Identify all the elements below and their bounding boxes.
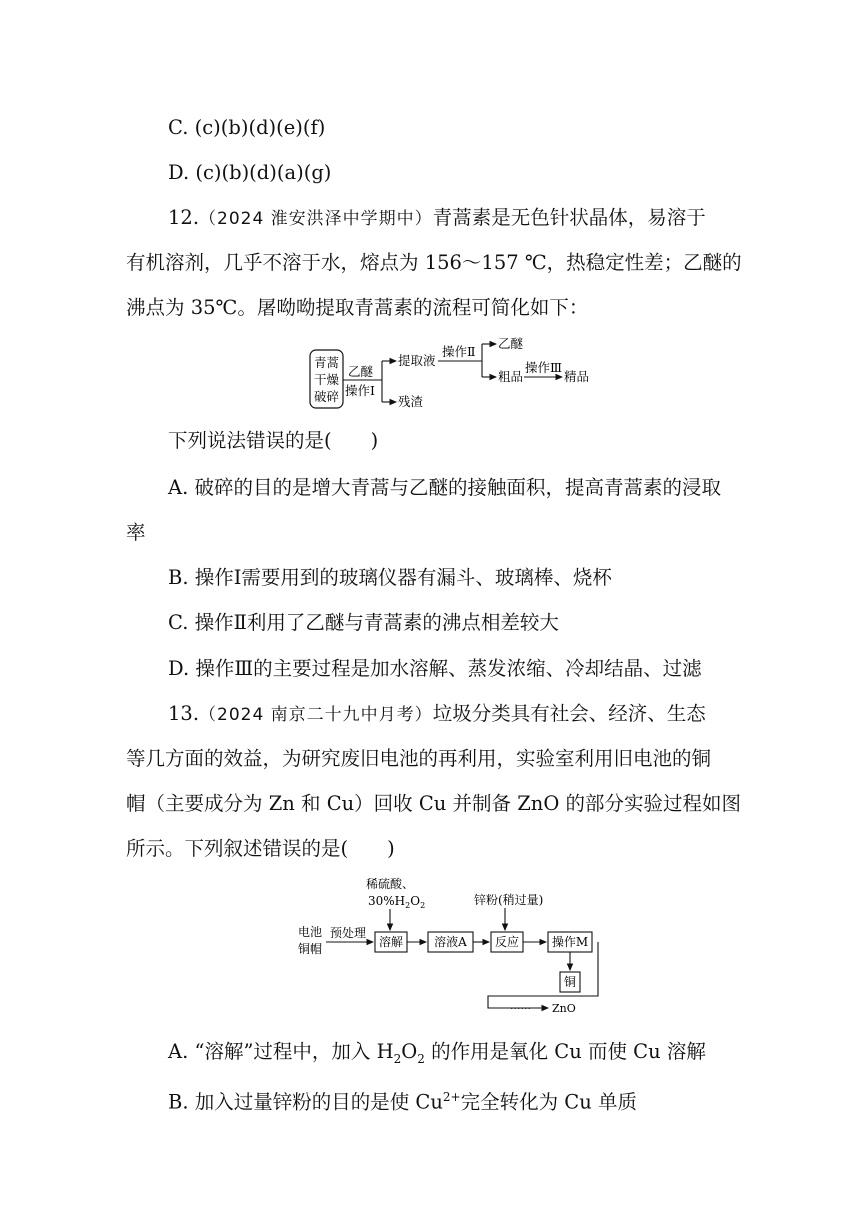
recycling-flow-diagram xyxy=(290,872,610,1020)
q12-line1 xyxy=(168,204,706,233)
source-line1: 电池 xyxy=(298,925,323,939)
pretreat-label: 预处理 xyxy=(330,926,367,940)
q13-line1 xyxy=(168,700,706,729)
acid-label-line1: 稀硫酸、 xyxy=(366,877,415,891)
recovered-ether-label: 乙醚 xyxy=(498,336,524,351)
pure-product-label: 精品 xyxy=(564,369,590,384)
raw-material-line2: 干燥 xyxy=(313,372,340,387)
copper-label: 铜 xyxy=(563,975,577,989)
extraction-flow-diagram xyxy=(300,332,600,414)
reagent-ether-label: 乙醚 xyxy=(348,364,374,379)
q12-option-b: B. 操作Ⅰ需要用到的玻璃仪器有漏斗、玻璃棒、烧杯 xyxy=(168,566,612,589)
q12-option-a-line1: A. 破碎的目的是增大青蒿与乙醚的接触面积，提高青蒿素的浸取 xyxy=(168,476,721,499)
q12-option-a-line2: 率 xyxy=(126,521,146,544)
solution-a-label: 溶液A xyxy=(434,935,467,949)
react-label: 反应 xyxy=(494,935,520,949)
q13-line1-text: 垃圾分类具有社会、经济、生态 xyxy=(432,702,706,725)
option-c-previous: C. (c)(b)(d)(e)(f) xyxy=(168,116,326,139)
source-line2: 铜帽 xyxy=(298,942,323,956)
operation-3-label: 操作Ⅲ xyxy=(525,360,563,375)
q13-source: （2024 南京二十九中月考） xyxy=(199,705,433,725)
q12-option-c: C. 操作Ⅱ利用了乙醚与青蒿素的沸点相差较大 xyxy=(168,611,559,634)
acid-label-line2: $30\%H_2O_2$ xyxy=(368,894,426,910)
q12-line1-text: 青蒿素是无色针状晶体，易溶于 xyxy=(432,206,706,229)
q13-option-b: B. 加入过量锌粉的目的是使 $Cu^{2+}$完全转化为 Cu 单质 xyxy=(168,1090,637,1114)
q12-line3: 沸点为 35℃。屠呦呦提取青蒿素的流程可简化如下： xyxy=(126,296,589,319)
raw-material-line3: 破碎 xyxy=(313,389,340,404)
q13-line4: 所示。下列叙述错误的是( ) xyxy=(126,837,395,860)
crude-product-label: 粗品 xyxy=(498,369,524,384)
dissolve-label: 溶解 xyxy=(378,935,404,949)
operation-1-label: 操作Ⅰ xyxy=(345,383,375,398)
zno-label: ZnO xyxy=(552,1002,576,1015)
operation-m-label: 操作M xyxy=(551,935,589,949)
q13-line3: 帽（主要成分为 Zn 和 Cu）回收 Cu 并制备 ZnO 的部分实验过程如图 xyxy=(126,792,742,815)
option-d-previous: D. (c)(b)(d)(a)(g) xyxy=(168,161,332,184)
zinc-powder-label: 锌粉(稍过量) xyxy=(474,893,544,907)
dots-label: ······ xyxy=(510,1002,531,1015)
q12-number: 12. xyxy=(168,206,200,229)
q13-number: 13. xyxy=(168,702,200,725)
q12-line2: 有机溶剂，几乎不溶于水，熔点为 156～157 ℃，热稳定性差；乙醚的 xyxy=(126,251,742,274)
q13-line2: 等几方面的效益，为研究废旧电池的再利用，实验室利用旧电池的铜 xyxy=(126,747,712,770)
q12-source: （2024 淮安洪泽中学期中） xyxy=(199,209,433,229)
q12-option-d: D. 操作Ⅲ的主要过程是加水溶解、蒸发浓缩、冷却结晶、过滤 xyxy=(168,657,702,680)
operation-2-label: 操作Ⅱ xyxy=(442,344,476,359)
extract-label: 提取液 xyxy=(398,353,436,368)
q13-option-a: A. “溶解”过程中，加入 $H_2O_2$ 的作用是氧化 Cu 而使 Cu 溶解 xyxy=(168,1040,706,1066)
raw-material-line1: 青蒿 xyxy=(313,355,340,370)
residue-label: 残渣 xyxy=(398,394,424,409)
q12-question: 下列说法错误的是( ) xyxy=(168,429,379,452)
